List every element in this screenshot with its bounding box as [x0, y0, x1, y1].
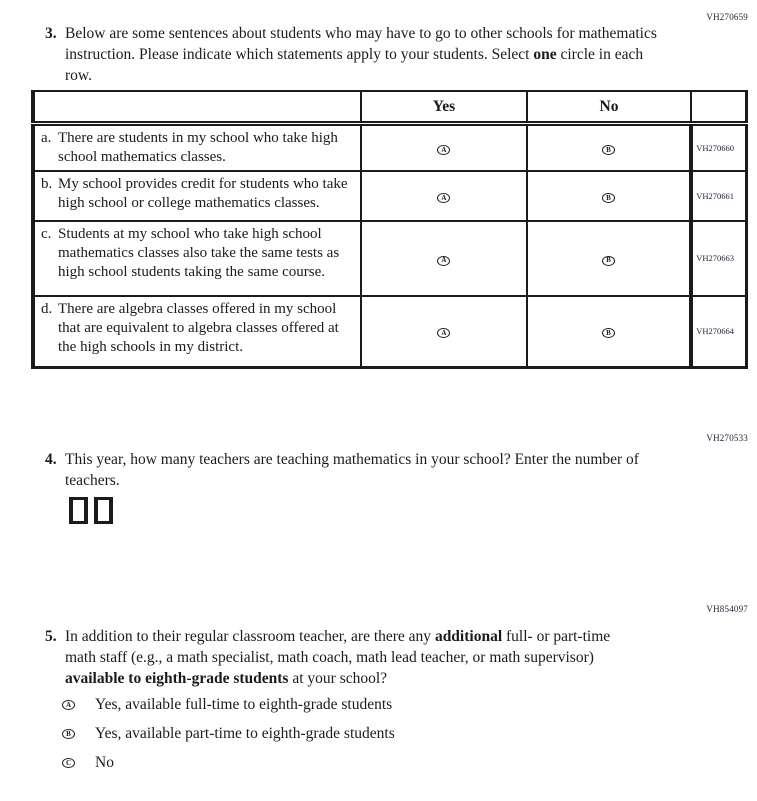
table-row — [33, 221, 747, 296]
q3-row-d-code: VH270664 — [691, 296, 746, 367]
q3-header-no: No — [527, 91, 692, 124]
question-5-number: 5. — [45, 628, 57, 645]
q3-row-d-yes-cell — [361, 296, 527, 367]
question-3-number: 3. — [45, 25, 57, 42]
q3-row-d-letter: d. — [41, 301, 53, 317]
q3-row-c-statement — [33, 221, 361, 296]
question-4-code: VH270533 — [706, 433, 748, 443]
teacher-count-box-1[interactable] — [69, 497, 88, 524]
q3-row-b-yes-cell — [361, 171, 527, 221]
table-row — [33, 171, 747, 221]
question-5-text-mid: full- or part-time math staff (e.g., a math specialist, math coach, math lead teacher, or math supervisor) — [65, 628, 611, 666]
question-3-text-pre: Below are some sentences about students who may have to go to other schools for mathematics instruction. Please indicate which statements apply to your students. Select — [65, 25, 657, 63]
q3-header-yes: Yes — [361, 91, 527, 124]
table-row — [33, 124, 747, 172]
q3-response-table — [31, 90, 748, 369]
q3-row-b-no-cell — [527, 171, 692, 221]
q5-option-b[interactable] — [62, 724, 395, 744]
q3-row-c-letter: c. — [41, 226, 52, 242]
q3-row-d-no-cell — [527, 296, 692, 367]
q3-row-a-text: There are students in my school who take high school mathematics classes. — [58, 130, 338, 165]
q5-option-a-label: Yes, available full-time to eighth-grade students — [95, 696, 393, 713]
q3-row-d-yes-bubble[interactable]: A — [437, 328, 450, 338]
q5-option-c-bubble[interactable]: C — [62, 758, 75, 768]
question-3 — [45, 23, 657, 86]
q3-row-b-letter: b. — [41, 176, 53, 192]
question-3-text-bold: one — [533, 46, 557, 63]
q3-row-a-yes-bubble[interactable]: A — [437, 145, 450, 155]
q3-header-code-cell — [691, 91, 746, 124]
teacher-count-entry — [69, 497, 119, 524]
q3-row-d-statement — [33, 296, 361, 367]
question-5-text-post: at your school? — [288, 670, 388, 687]
q5-option-c[interactable] — [62, 753, 395, 773]
q5-option-c-label: No — [95, 754, 114, 771]
question-3-code: VH270659 — [706, 12, 748, 22]
question-5-text-bold1: additional — [434, 628, 503, 645]
question-5-code: VH854097 — [706, 604, 748, 614]
question-5-text-bold2: available to eighth-grade students — [65, 670, 289, 687]
q3-row-d-text: There are algebra classes offered in my school that are equivalent to algebra classes offered at the high schools in my district. — [58, 301, 339, 355]
q3-header-statement — [33, 91, 361, 124]
question-4-number: 4. — [45, 451, 57, 468]
q3-row-b-text: My school provides credit for students who take high school or college mathematics classes. — [58, 176, 348, 211]
q3-row-b-yes-bubble[interactable]: A — [437, 193, 450, 203]
q3-row-b-code: VH270661 — [691, 171, 746, 221]
q5-option-a-bubble[interactable]: A — [62, 700, 75, 710]
question-3-text-post: circle in each row. — [65, 46, 644, 84]
question-4-text: This year, how many teachers are teaching mathematics in your school? Enter the number of teachers. — [65, 451, 639, 489]
question-3-text — [65, 23, 657, 86]
q3-row-a-letter: a. — [41, 130, 52, 146]
question-4 — [45, 449, 650, 491]
q3-row-a-no-bubble[interactable]: B — [602, 145, 615, 155]
q5-option-a[interactable] — [62, 695, 395, 715]
question-5-text-pre: In addition to their regular classroom teacher, are there any — [65, 628, 435, 645]
q3-row-c-no-cell — [527, 221, 692, 296]
q3-row-d-no-bubble[interactable]: B — [602, 328, 615, 338]
teacher-count-box-2[interactable] — [94, 497, 113, 524]
question-5 — [45, 626, 623, 689]
q5-options — [62, 695, 395, 782]
q3-row-a-no-cell — [527, 124, 692, 172]
q3-row-c-text: Students at my school who take high school mathematics classes also take the same tests as high school students taking the same course. — [58, 226, 340, 280]
q5-option-b-label: Yes, available part-time to eighth-grade students — [95, 725, 395, 742]
table-row — [33, 296, 747, 367]
q3-row-c-no-bubble[interactable]: B — [602, 256, 615, 266]
q3-row-a-yes-cell — [361, 124, 527, 172]
q3-row-c-yes-cell — [361, 221, 527, 296]
question-5-text — [65, 626, 623, 689]
q3-row-c-yes-bubble[interactable]: A — [437, 256, 450, 266]
q3-row-c-code: VH270663 — [691, 221, 746, 296]
q5-option-b-bubble[interactable]: B — [62, 729, 75, 739]
q3-row-a-statement — [33, 124, 361, 172]
q3-row-b-statement — [33, 171, 361, 221]
q3-table-header-row — [33, 91, 747, 124]
q3-row-b-no-bubble[interactable]: B — [602, 193, 615, 203]
q3-row-a-code: VH270660 — [691, 124, 746, 172]
